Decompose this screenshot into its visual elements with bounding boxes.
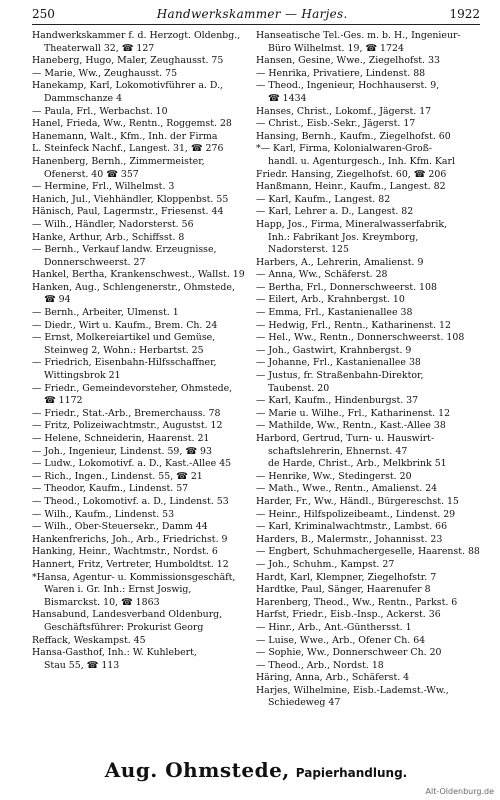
directory-entry: — Wilh., Händler, Nadorsterst. 56 (32, 218, 194, 230)
directory-entry: — Sophie, Ww., Donnerschweer Ch. 20 (256, 647, 442, 659)
directory-entry: Reffack, Weskampst. 45 (32, 634, 146, 646)
footer-advertisement (32, 758, 480, 784)
directory-entry: Büro Wilhelmst. 19, ☎ 1724 (268, 42, 404, 54)
directory-entry: — Karl, Kriminalwachtmstr., Lambst. 66 (256, 521, 448, 533)
directory-entry: — Friedrich, Eisenbahn-Hilfsschaffner, (32, 357, 217, 369)
directory-entry: *— Karl, Firma, Kolonialwaren-Groß- (256, 143, 433, 155)
directory-entry: — Theod., Ingenieur, Hochhauserst. 9, (256, 80, 440, 92)
directory-entry: Harjes, Wilhelmine, Eisb.-Lademst.-Ww., (256, 684, 449, 696)
directory-entry: — Henrike, Ww., Stedingerst. 20 (256, 470, 412, 482)
directory-entry: Ofenerst. 40 ☎ 357 (44, 168, 139, 180)
directory-entry: ☎ 94 (44, 294, 71, 306)
directory-entry: — Johanne, Frl., Kastanienallee 38 (256, 357, 421, 369)
directory-entry: Waren i. Gr. Inh.: Ernst Joswig, (44, 584, 192, 596)
directory-entry: Steinweg 2, Wohn.: Herbartst. 25 (44, 344, 204, 356)
directory-entry: — Hermine, Frl., Wilhelmst. 3 (32, 181, 175, 193)
directory-entry: Hanel, Frieda, Ww., Rentn., Roggemst. 28 (32, 118, 232, 130)
directory-entry: Harder, Fr., Ww., Händl., Bürgereschst. 15 (256, 495, 459, 507)
directory-entry: — Friedr., Gemeindevorsteher, Ohmstede, (32, 382, 233, 394)
directory-entry: Haneberg, Hugo, Maler, Zeughausst. 75 (32, 55, 224, 67)
directory-entry: Hanses, Christ., Lokomf., Jägerst. 17 (256, 105, 432, 117)
directory-entry: — Fritz, Polizeiwachtmstr., Augustst. 12 (32, 420, 223, 432)
directory-entry: handl. u. Agenturgesch., Inh. Kfm. Karl (268, 155, 455, 167)
directory-entry: — Mathilde, Ww., Rentn., Kast.-Allee 38 (256, 420, 446, 432)
advertiser-subtitle: Papierhandlung. (295, 766, 408, 780)
directory-entry: Hanich, Jul., Viehhändler, Kloppenbst. 55 (32, 193, 229, 205)
directory-entry: — Bernh., Verkauf landw. Erzeugnisse, (32, 244, 217, 256)
directory-entry: Dammschanze 4 (44, 92, 123, 104)
directory-entry: — Hel., Ww., Rentn., Donnerschweerst. 108 (256, 332, 465, 344)
directory-entry: Hanseatische Tel.-Ges. m. b. H., Ingenieur- (256, 30, 461, 41)
directory-entry: ☎ 1434 (268, 92, 307, 104)
directory-entry: Theaterwall 32, ☎ 127 (44, 42, 155, 54)
directory-entry: — Wilh., Kaufm., Lindenst. 53 (32, 508, 175, 520)
directory-entry: Stau 55, ☎ 113 (44, 659, 120, 671)
directory-entry: schaftslehrerin, Ehnernst. 47 (268, 445, 408, 457)
directory-entry: Bismarckst. 10, ☎ 1863 (44, 596, 160, 608)
directory-entry: Hansa-Gasthof, Inh.: W. Kuhlebert, (32, 647, 197, 659)
directory-entry: — Hedwig, Frl., Rentn., Katharinenst. 12 (256, 319, 451, 331)
directory-entry: — Christ., Eisb.-Sekr., Jägerst. 17 (256, 118, 416, 130)
directory-entry: — Helene, Schneiderin, Haarenst. 21 (32, 433, 210, 444)
page-year: 1922 (449, 7, 480, 21)
directory-entry: — Engbert, Schuhmachergeselle, Haarenst. 88 (256, 546, 480, 558)
directory-entry: Nadorsterst. 125 (268, 244, 349, 256)
directory-entry: Hänisch, Paul, Lagermstr., Friesenst. 44 (32, 206, 224, 218)
directory-entry: — Marie, Ww., Zeughausst. 75 (32, 67, 178, 79)
directory-entry: Hannert, Fritz, Vertreter, Humboldtst. 12 (32, 558, 229, 570)
directory-entry: Geschäftsführer: Prokurist Georg (44, 621, 204, 633)
directory-entry: Häring, Anna, Arb., Schäferst. 4 (256, 672, 410, 684)
directory-entry: — Theodor, Kaufm., Lindenst. 57 (32, 483, 189, 495)
directory-entry: L. Steinfeck Nachf., Langest. 31, ☎ 276 (32, 143, 224, 155)
directory-entry: Hanenberg, Bernh., Zimmermeister, (32, 155, 205, 167)
directory-entry: — Karl, Kaufm., Langest. 82 (256, 193, 391, 205)
directory-entry: — Paula, Frl., Werbachst. 10 (32, 105, 168, 117)
directory-entry: Hankel, Bertha, Krankenschwest., Wallst. 19 (32, 269, 245, 281)
directory-entry: — Theod., Lokomotivf. a. D., Lindenst. 53 (32, 495, 229, 507)
directory-entry: de Harde, Christ., Arb., Melkbrink 51 (268, 458, 447, 470)
directory-entry: — Rich., Ingen., Lindenst. 55, ☎ 21 (32, 470, 203, 482)
directory-entry: Hanke, Arthur, Arb., Schiffsst. 8 (32, 231, 185, 243)
directory-entry: Donnerschweerst. 27 (44, 256, 146, 268)
directory-entry: — Hinr., Arb., Ant.-Günthersst. 1 (256, 621, 412, 633)
directory-entry: — Ludw., Lokomotivf. a. D., Kast.-Allee 45 (32, 458, 232, 470)
directory-entry: — Bertha, Frl., Donnerschweerst. 108 (256, 281, 437, 293)
directory-entry: Hanking, Heinr., Wachtmstr., Nordst. 6 (32, 546, 218, 558)
left-column (32, 30, 248, 738)
directory-entry: *Hansa, Agentur- u. Kommissionsgeschäft, (32, 571, 236, 583)
directory-entry: — Theod., Arb., Nordst. 18 (256, 659, 384, 671)
directory-entry: Harfst, Friedr., Eisb.-Insp., Ackerst. 36 (256, 609, 441, 621)
right-column (256, 30, 480, 738)
watermark-text: Alt-Oldenburg.de (425, 787, 494, 796)
directory-entry: Harenberg, Theod., Ww., Rentn., Parkst. 6 (256, 596, 458, 608)
directory-entry: Harbord, Gertrud, Turn- u. Hauswirt- (256, 433, 435, 444)
directory-entry: — Friedr., Stat.-Arb., Bremerchauss. 78 (32, 407, 221, 419)
directory-entry: — Eilert, Arb., Krahnbergst. 10 (256, 294, 405, 306)
directory-entry: Hansing, Bernh., Kaufm., Ziegelhofst. 60 (256, 130, 451, 142)
directory-entry: — Heinr., Hilfspolizeibeamt., Lindenst. 29 (256, 508, 456, 520)
directory-entry: Inh.: Fabrikant Jos. Kreymborg, (268, 231, 419, 243)
page-number: 250 (32, 7, 55, 21)
directory-entry: — Marie u. Wilhe., Frl., Katharinenst. 12 (256, 407, 451, 419)
directory-entry: — Ernst, Molkereiartikel und Gemüse, (32, 332, 216, 344)
directory-entry: — Luise, Wwe., Arb., Ofener Ch. 64 (256, 634, 426, 646)
directory-entry: Harbers, A., Lehrerin, Amalienst. 9 (256, 256, 424, 268)
directory-entry: Hankenfrerichs, Joh., Arb., Friedrichst. 9 (32, 533, 228, 545)
directory-entry: — Henrika, Privatiere, Lindenst. 88 (256, 67, 426, 79)
directory-entry: Happ, Jos., Firma, Mineralwasserfabrik, (256, 218, 448, 230)
directory-entry: — Karl, Lehrer a. D., Langest. 82 (256, 206, 414, 218)
directory-entry: Taubenst. 20 (268, 382, 330, 394)
directory-entry: ☎ 1172 (44, 395, 83, 407)
directory-entry: — Math., Wwe., Rentn., Amalienst. 24 (256, 483, 438, 495)
directory-entry: — Wilh., Ober-Steuersekr., Damm 44 (32, 521, 208, 533)
directory-entry: Harders, B., Malermstr., Johannisst. 23 (256, 533, 443, 545)
directory-entry: — Joh., Ingenieur, Lindenst. 59, ☎ 93 (32, 445, 212, 457)
directory-entry: — Bernh., Arbeiter, Ulmenst. 1 (32, 307, 179, 319)
directory-entry: — Diedr., Wirt u. Kaufm., Brem. Ch. 24 (32, 319, 218, 331)
directory-entry: Hardtke, Paul, Sänger, Haarenufer 8 (256, 584, 431, 596)
directory-entry: — Emma, Frl., Kastanienallee 38 (256, 307, 413, 319)
directory-entry: — Joh., Gastwirt, Krahnbergst. 9 (256, 344, 412, 356)
directory-entry: Hanßmann, Heinr., Kaufm., Langest. 82 (256, 181, 446, 193)
directory-entry: Hanekamp, Karl, Lokomotivführer a. D., (32, 80, 224, 92)
directory-entry: Hansabund, Landesverband Oldenburg, (32, 609, 223, 621)
directory-entry: Hanemann, Walt., Kfm., Inh. der Firma (32, 130, 218, 142)
advertiser-name: Aug. Ohmstede, (104, 758, 290, 782)
directory-entry: Schiedeweg 47 (268, 697, 341, 709)
directory-entry: Hansen, Gesine, Wwe., Ziegelhofst. 33 (256, 55, 440, 67)
page-title: Handwerkskammer — Harjes. (156, 7, 348, 21)
directory-entry: Hanken, Aug., Schlengenerstr., Ohmstede, (32, 281, 235, 293)
directory-entry: Wittingsbrok 21 (44, 370, 121, 382)
directory-entry: — Justus, fr. Straßenbahn-Direktor, (256, 370, 424, 382)
directory-entry: — Karl, Kaufm., Hindenburgst. 37 (256, 395, 419, 407)
directory-entry: — Joh., Schuhm., Kampst. 27 (256, 558, 395, 570)
directory-entry: Friedr. Hansing, Ziegelhofst. 60, ☎ 206 (256, 168, 447, 180)
page-header (32, 4, 480, 25)
directory-entry: Handwerkskammer f. d. Herzogt. Oldenbg., (32, 30, 241, 41)
directory-entry: Hardt, Karl, Klempner, Ziegelhofstr. 7 (256, 571, 437, 583)
directory-entry: — Anna, Ww., Schäferst. 28 (256, 269, 388, 281)
